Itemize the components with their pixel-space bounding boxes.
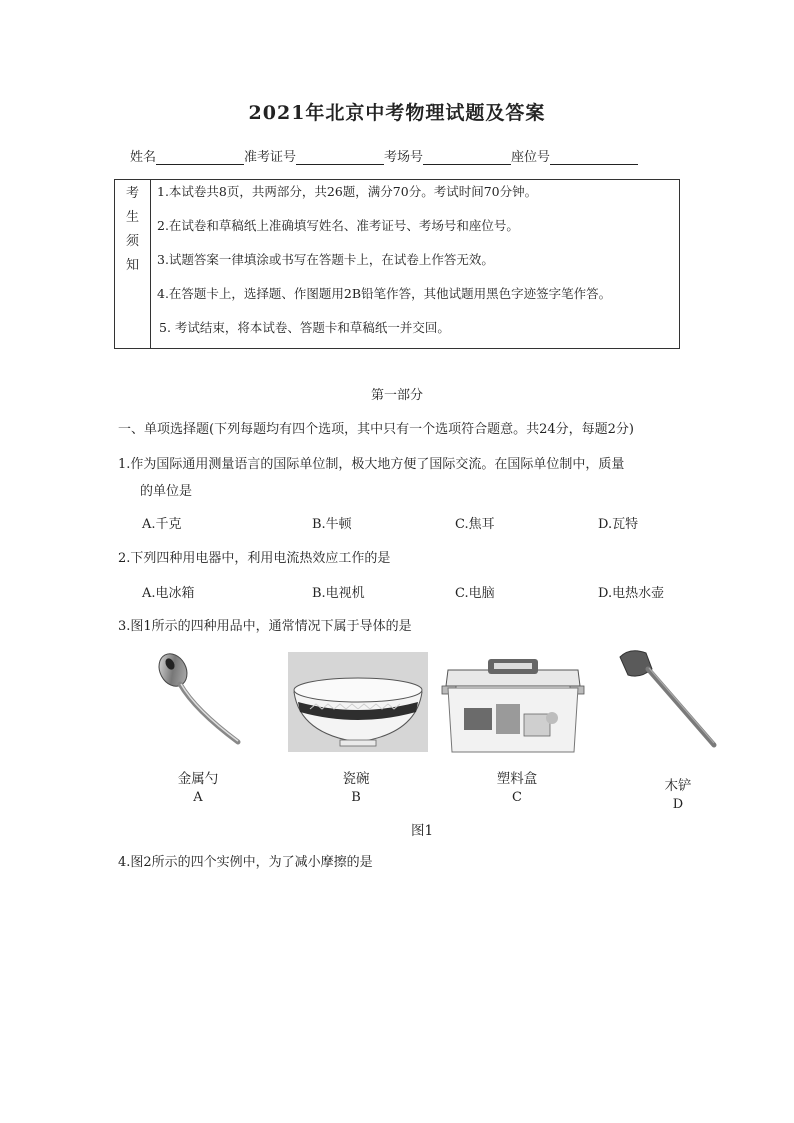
notice-item: 5. 考试结束，将本试卷、答题卡和草稿纸一并交回。 [159,320,450,335]
figure-letter-d: D [672,797,684,812]
question-1-stem: 1.作为国际通用测量语言的国际单位制，极大地方便了国际交流。在国际单位制中，质量 [118,457,625,472]
q1-option-d[interactable]: D.瓦特 [598,517,639,532]
figure-caption-d: 木铲 [664,778,692,794]
q2-option-b[interactable]: B.电视机 [312,586,365,601]
notice-side-char: 考 [125,186,139,201]
q1-option-a[interactable]: A.千克 [142,517,182,532]
q2-option-d[interactable]: D.电热水壶 [598,586,665,601]
plastic-box-image [440,656,586,756]
room-blank[interactable] [423,150,511,165]
part-title: 第一部分 [370,388,423,403]
q2-option-c[interactable]: C.电脑 [455,586,495,601]
exam-title: 2021年北京中考物理试题及答案 [248,102,546,124]
figure-letter-b: B [351,790,361,805]
notice-side-label [115,180,151,348]
notice-side-char: 生 [125,210,139,225]
wooden-spatula-image [612,645,722,755]
figure-letter-c: C [512,790,522,805]
figure-letter-a: A [193,790,203,805]
notice-item: 3.试题答案一律填涂或书写在答题卡上，在试卷上作答无效。 [157,252,494,267]
seat-blank[interactable] [550,150,638,165]
figure-label: 图1 [410,823,434,839]
notice-item: 1.本试卷共8页，共两部分，共26题，满分70分。考试时间70分钟。 [157,184,538,199]
metal-spoon-image [150,650,250,750]
notice-item: 2.在试卷和草稿纸上准确填写姓名、准考证号、考场号和座位号。 [157,218,519,233]
field-label-seat: 座位号 [511,150,551,165]
q2-option-a[interactable]: A.电冰箱 [142,586,195,601]
field-label-exam-id: 准考证号 [244,150,297,165]
candidate-notice-box [114,179,680,349]
notice-side-char: 知 [125,258,139,273]
question-1-stem-cont: 的单位是 [140,484,193,499]
figure-caption-b: 瓷碗 [342,771,370,787]
question-2-stem: 2.下列四种用电器中，利用电流热效应工作的是 [118,551,391,566]
candidate-info-row [130,146,638,165]
q1-option-c[interactable]: C.焦耳 [455,517,495,532]
question-3-stem: 3.图1所示的四种用品中，通常情况下属于导体的是 [118,619,412,634]
field-label-name: 姓名 [130,150,157,165]
porcelain-bowl-image [288,652,428,752]
exam-id-blank[interactable] [296,150,384,165]
name-blank[interactable] [156,150,244,165]
notice-item: 4.在答题卡上，选择题、作图题用2B铅笔作答，其他试题用黑色字迹签字笔作答。 [157,286,612,301]
q1-option-b[interactable]: B.牛顿 [312,517,352,532]
figure-caption-c: 塑料盒 [496,771,538,787]
question-4-stem: 4.图2所示的四个实例中，为了减小摩擦的是 [118,855,373,870]
field-label-room: 考场号 [384,150,424,165]
notice-side-char: 须 [125,234,139,249]
section-heading: 一、单项选择题(下列每题均有四个选项，其中只有一个选项符合题意。共24分，每题2分) [118,422,634,437]
figure-caption-a: 金属勺 [177,771,219,787]
